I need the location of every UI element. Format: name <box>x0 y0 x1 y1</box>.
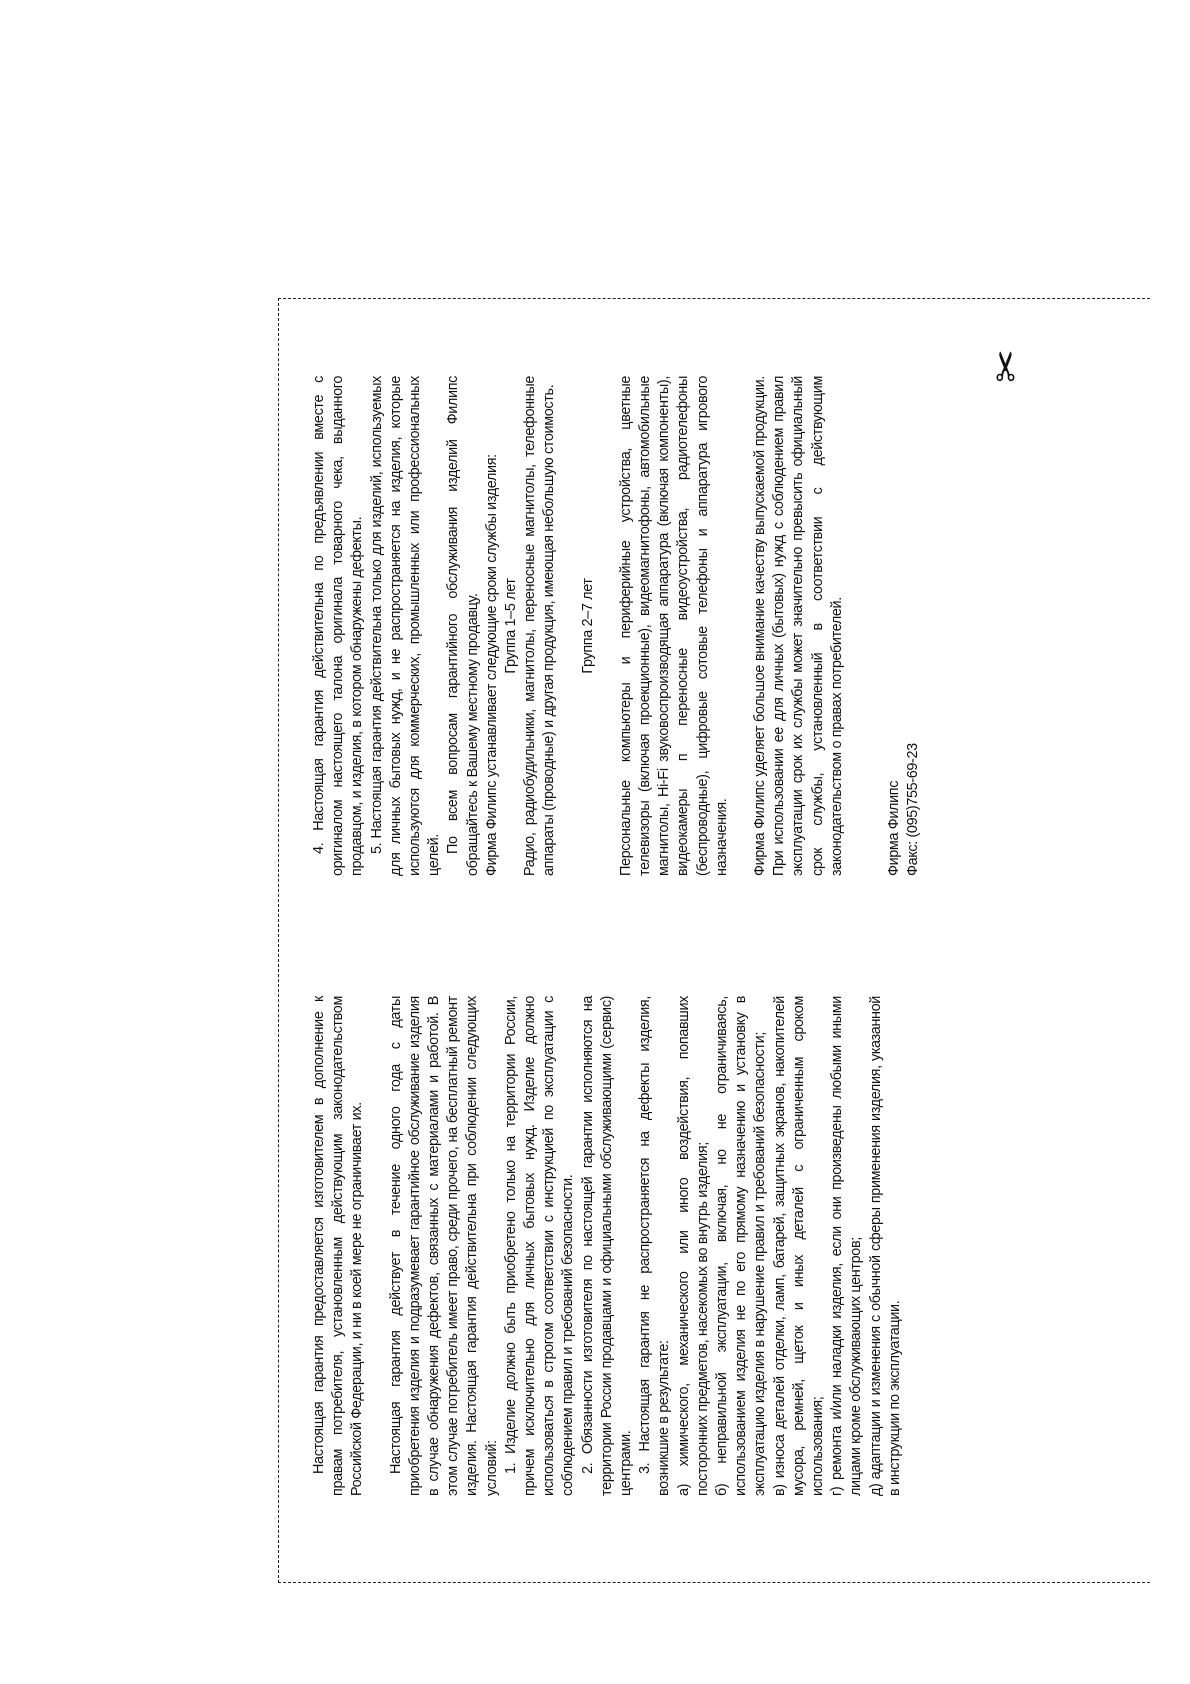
right-column <box>310 376 923 876</box>
warranty-intro-paragraph: Настоящая гарантия предоставляется изготовителем в дополнение к правам потребителя, установленным действующим законодательством Российской Федерации, и ни в коей мере не ограничивает их. <box>311 996 366 1496</box>
exclusion-e: д) адаптации и изменения с обычной сферы применения изделия, указанной в инструкции по эксплуатации. <box>867 996 903 1496</box>
exclusion-a: а) химического, механического или иного воздействия, попавших посторонних предметов, насекомых во внутрь изделия; <box>675 996 711 1496</box>
group-2-text: Персональные компьютеры и периферийные устройства, цветные телевизоры (включая проекционные), видеомагнитофоны, автомобильные магнитолы, Hi-Fi звуковоспроизводящая аппаратура (включая компоненты), видеокамеры п переносные видеоустройства, радиотелефоны (беспроводные), цифровые сотовые телефоны и аппаратура игрового назначения. <box>617 376 730 876</box>
exclusion-b: б) неправильной эксплуатации, включая, но не ограничиваясь, использованием изделия не по его прямому назначению и установку в эксплуатацию изделия в нарушение правил и требований безопасности; <box>714 996 769 1496</box>
fax-number: Факс: (095)755-69-23 <box>905 743 922 876</box>
scissors-icon: ✂ <box>983 349 1030 383</box>
rotated-text-panel <box>310 366 922 1496</box>
condition-1-paragraph: 1. Изделие должно быть приобретено только на территории России, причем исключительно для личных бытовых нужд. Изделие должно использоваться в строгом соответствии с инструкцией по эксплуатации с соблюдением правил и требований безопасности. <box>502 996 577 1496</box>
group-1-text: Радио, радиобудильники, магнитолы, переносные магнитолы, телефонные аппараты (проводные) и другая продукция, имеющая небольшую стоимость. <box>522 376 558 876</box>
exclusion-d: г) ремонта и/или наладки изделия, если они произведены любыми иными лицами кроме обслуживающих центров; <box>829 996 865 1496</box>
exclusion-c: в) износа деталей отделки, ламп, батарей, защитных экранов, накопителей мусора, ремней, щеток и иных деталей с ограниченным сроком использования; <box>771 996 827 1496</box>
group-1-title: Группа 1–5 лет <box>503 578 520 674</box>
service-life-intro: Фирма Филипс устанавливает следующие сроки службы изделия: <box>483 454 500 876</box>
condition-4-paragraph: 4. Настоящая гарантия действительна по предъявлении вместе с оригиналом настоящего талона оригинала товарного чека, выданного продавцом, и изделия, в котором обнаружены дефекты. <box>311 376 366 876</box>
group-2-title: Группа 2–7 лет <box>579 578 596 674</box>
cut-line-top <box>278 298 1150 299</box>
cut-line-left <box>278 298 279 1583</box>
left-column <box>310 996 905 1496</box>
condition-3-paragraph: 3. Настоящая гарантия не распространяется на дефекты изделия, возникшие в результате: <box>637 996 673 1496</box>
cut-line-bottom <box>278 1582 1150 1583</box>
warranty-term-paragraph: Настоящая гарантия действует в течение одного года с даты приобретения изделия и подразумевает гарантийное обслуживание изделия в случае обнаружения дефектов, связанных с материалами и работой. В этом случае потребитель имеет право, среди прочего, на бесплатный ремонт изделия. Настоящая гарантия действительна при соблюдении следующих условий: <box>387 996 500 1496</box>
company-name: Фирма Филипс <box>886 780 903 876</box>
condition-5-paragraph: 5. Настоящая гарантия действительна только для изделий, используемых для личных бытовых нужд, и не распространяется на изделия, которые используются для коммерческих, промышленных или профессиональных целей. <box>368 376 443 876</box>
service-contact-paragraph: По всем вопросам гарантийного обслуживания изделий Филипс обращайтесь к Вашему местному продавцу. <box>445 376 481 876</box>
quality-paragraph: Фирма Филипс уделяет большое внимание качеству выпускаемой продукции. При использовании ее для личных (бытовых) нужд с соблюдением правил эксплуатации срок их службы может значительно превысить официальный срок службы, установленный в соответствии с действующим законодательством о правах потребителей. <box>752 376 845 876</box>
condition-2-paragraph: 2. Обязанности изготовителя по настоящей гарантии исполняются на территории России продавцами и официальными обслуживающими (сервис) центрами. <box>579 996 635 1496</box>
